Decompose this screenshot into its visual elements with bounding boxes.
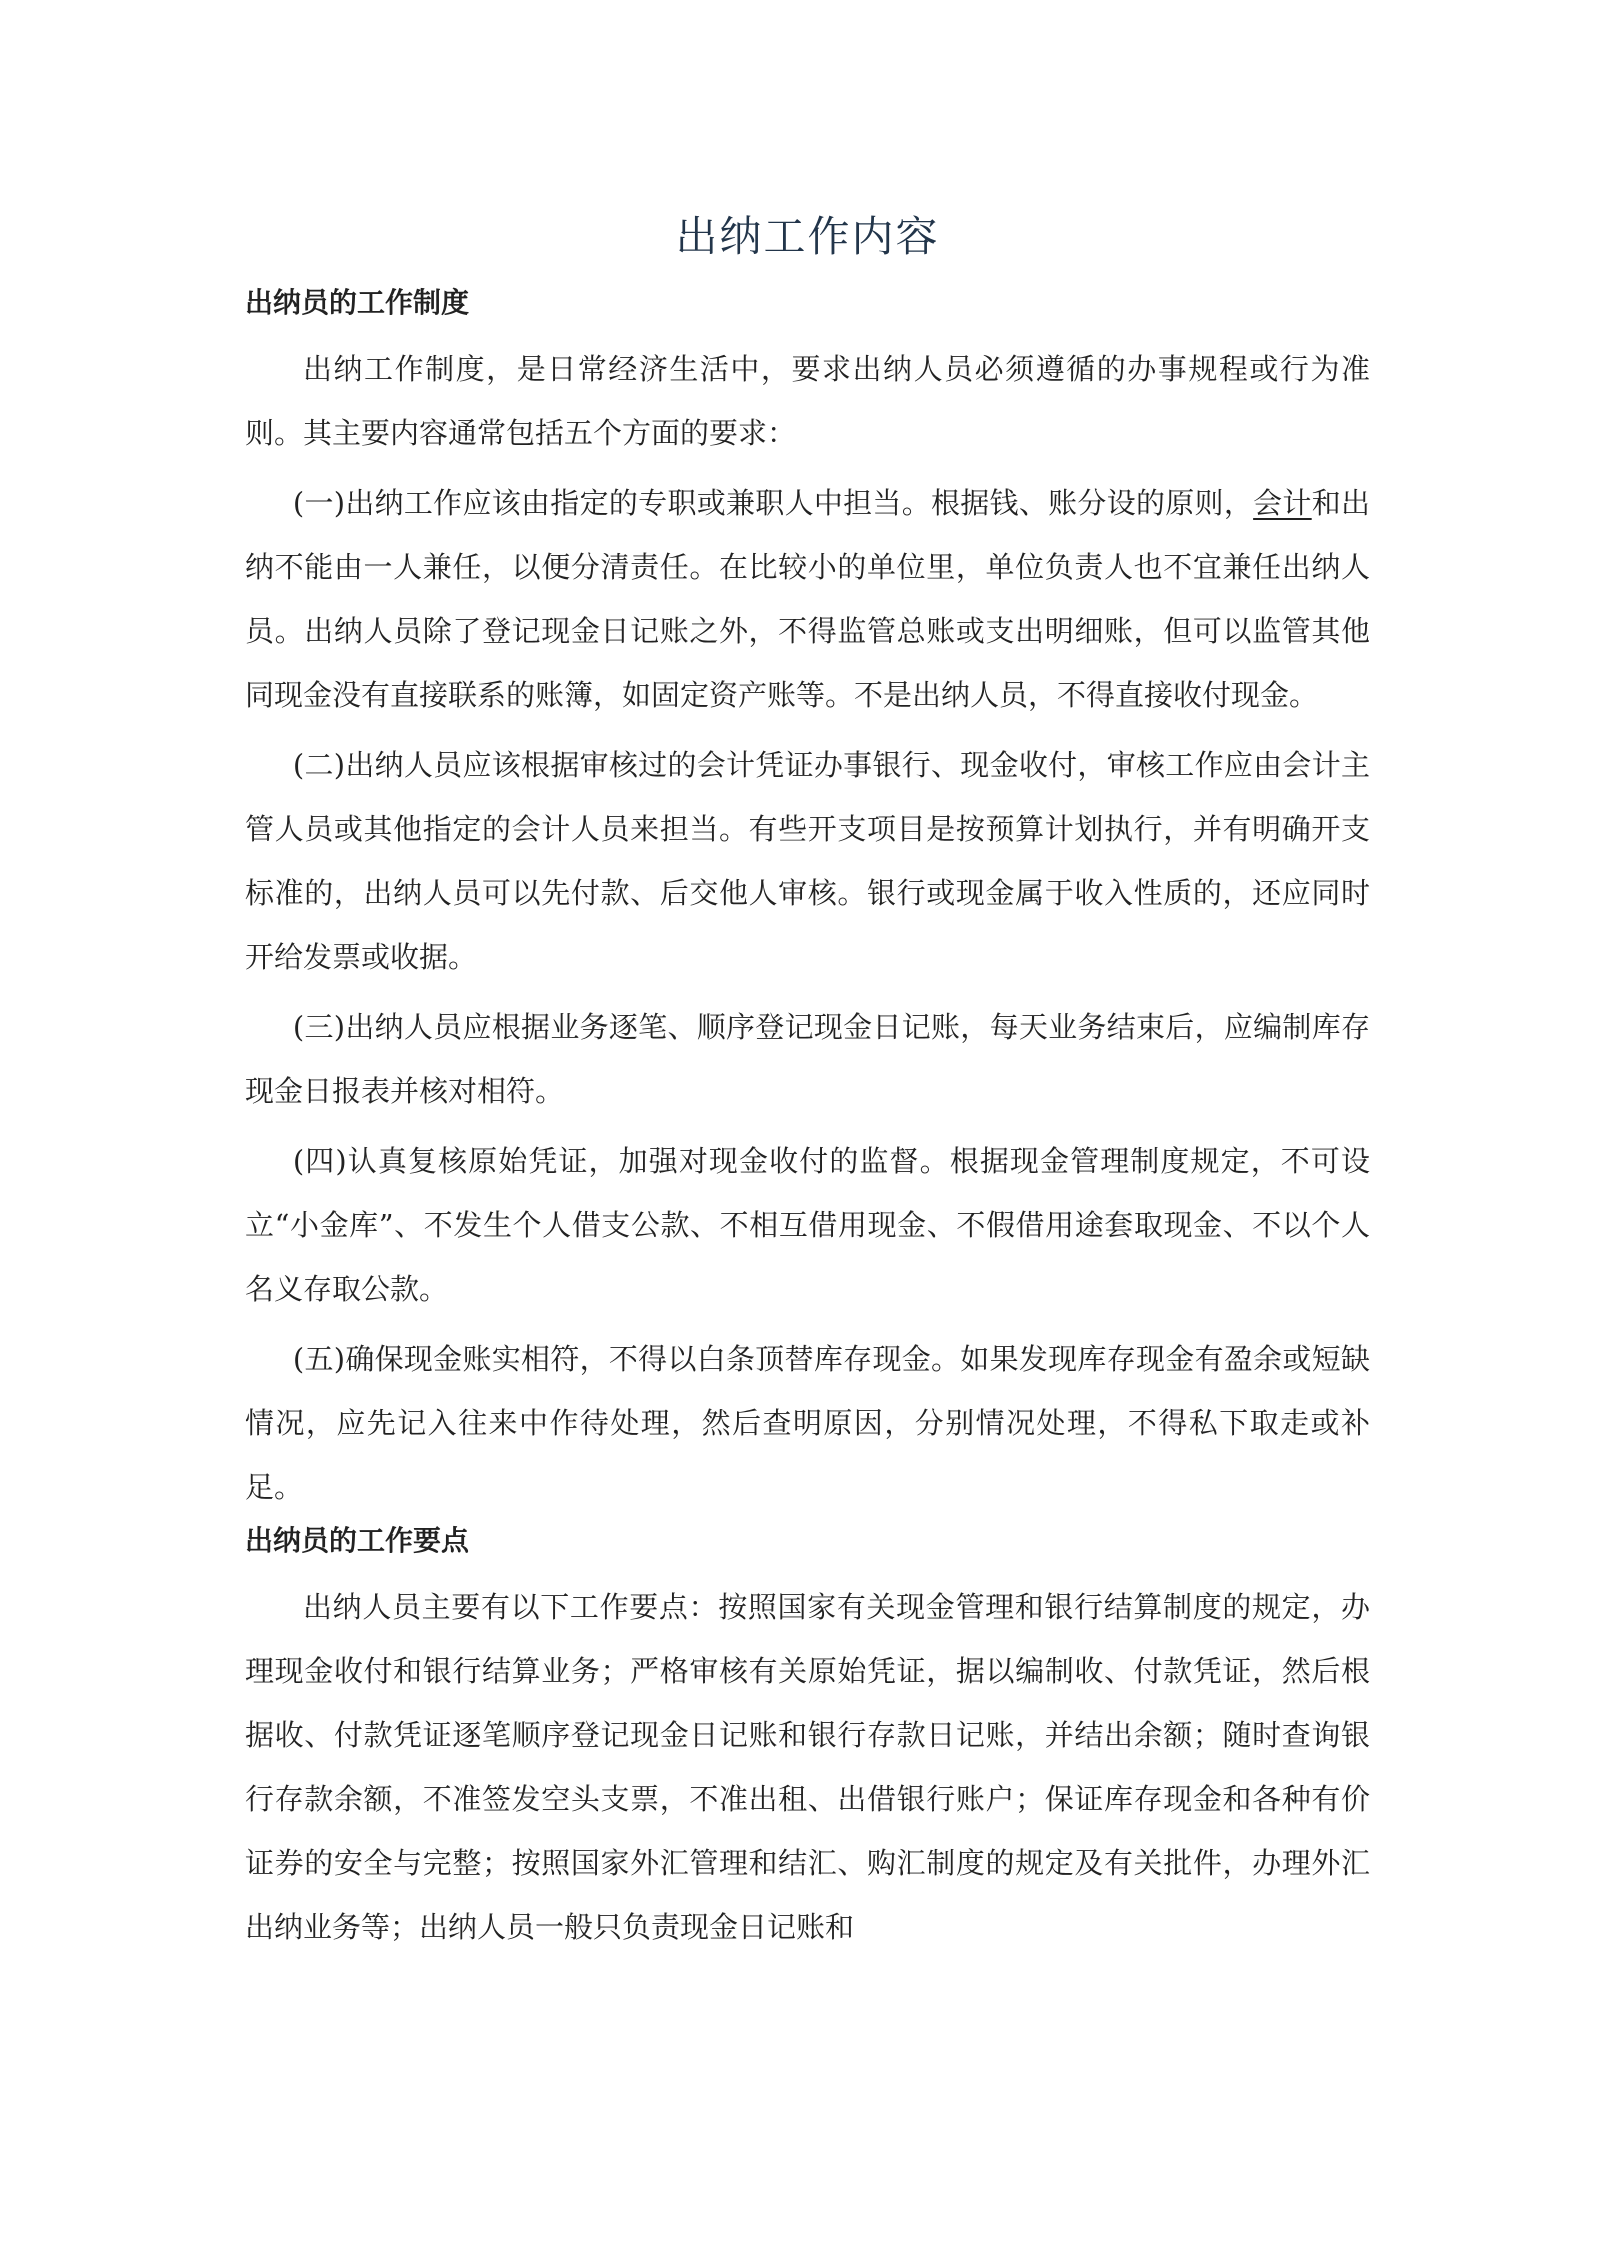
section-heading-work-points: 出纳员的工作要点	[245, 1524, 470, 1557]
document-title: 出纳工作内容	[675, 212, 940, 261]
section-work-points	[245, 1519, 1370, 1959]
paragraph-intro: 出纳工作制度，是日常经济生活中，要求出纳人员必须遵循的办事规程或行为准则。其主要内容通常包括五个方面的要求：	[245, 352, 1370, 450]
accounting-link[interactable]: 会计	[1253, 486, 1312, 520]
paragraph-item-2: (二)出纳人员应该根据审核过的会计凭证办事银行、现金收付，审核工作应由会计主管人员或其他指定的会计人员来担当。有些开支项目是按预算计划执行，并有明确开支标准的，出纳人员可以先付款、后交他人审核。银行或现金属于收入性质的，还应同时开给发票或收据。	[245, 748, 1370, 974]
paragraph-item-3: (三)出纳人员应根据业务逐笔、顺序登记现金日记账，每天业务结束后，应编制库存现金日报表并核对相符。	[245, 1010, 1370, 1108]
paragraph-item-1	[245, 471, 1370, 727]
paragraph-work-points: 出纳人员主要有以下工作要点：按照国家有关现金管理和银行结算制度的规定，办理现金收付和银行结算业务；严格审核有关原始凭证，据以编制收、付款凭证，然后根据收、付款凭证逐笔顺序登记现金日记账和银行存款日记账，并结出余额；随时查询银行存款余额，不准签发空头支票，不准出租、出借银行账户；保证库存现金和各种有价证券的安全与完整；按照国家外汇管理和结汇、购汇制度的规定及有关批件，办理外汇出纳业务等；出纳人员一般只负责现金日记账和	[245, 1590, 1370, 1944]
paragraph-item-4: (四)认真复核原始凭证，加强对现金收付的监督。根据现金管理制度规定，不可设立“小金库”、不发生个人借支公款、不相互借用现金、不假借用途套取现金、不以个人名义存取公款。	[245, 1144, 1370, 1306]
section-heading-work-system: 出纳员的工作制度	[245, 286, 470, 319]
paragraph-item-1-before: (一)出纳工作应该由指定的专职或兼职人中担当。根据钱、账分设的原则，	[292, 486, 1254, 520]
section-work-system	[245, 281, 1370, 1519]
document-content	[245, 205, 1370, 1959]
paragraph-item-5: (五)确保现金账实相符，不得以白条顶替库存现金。如果发现库存现金有盈余或短缺情况，应先记入往来中作待处理，然后查明原因，分别情况处理，不得私下取走或补足。	[245, 1342, 1370, 1504]
paragraph-item-1-after: 和出纳不能由一人兼任，以便分清责任。在比较小的单位里，单位负责人也不宜兼任出纳人员。出纳人员除了登记现金日记账之外，不得监管总账或支出明细账，但可以监管其他同现金没有直接联系的账簿，如固定资产账等。不是出纳人员，不得直接收付现金。	[245, 486, 1370, 712]
